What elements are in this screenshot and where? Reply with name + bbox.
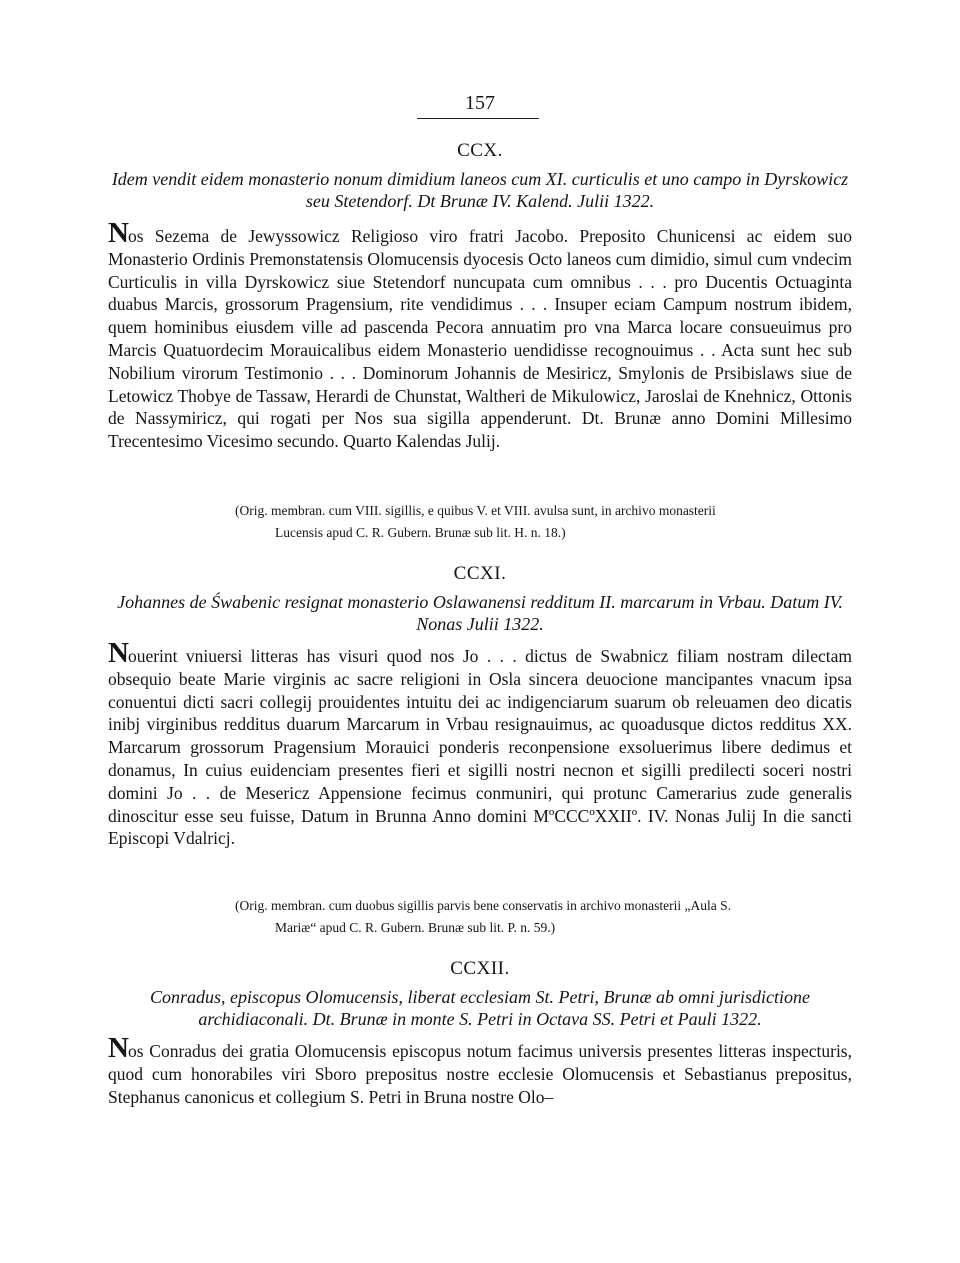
document-text-body: ouerint vniuersi litteras has visuri quod nos Jo . . . dictus de Swabnicz filiam nostram dilectam obsequio beate Marie virginis ac sacre religioni in Osla sincera deuocione mancipantes vnacum ipsa conuentui dicti sacri collegij prouidentes intuitu dei ac indigenciarum suarum ob releuamen deo dicatis inibj virginibus redditus duarum Marcarum in Vrbau resignauimus, ac quoadusque dictos redditus XX. Marcarum grossorum Pragensium Morauici ponderis reconpensione exsoluerimus libere dedimus et donamus, In cuius euidenciam presentes fieri et sigilli nostri necnon et sigilli predilecti soceri nostri domini Jo . . de Mesericz Appensione fecimus conmuniri, qui protunc Camerarius zude generalis dinoscitur esse seu fuisse, Datum in Brunna Anno domini MºCCCºXXIIº. IV. Nonas Julij In die sancti Episcopi Vdalricj. bbox=[108, 646, 852, 849]
document-heading-ccxii: CCXII. bbox=[450, 958, 510, 979]
initial-letter: N bbox=[108, 217, 128, 249]
initial-letter: N bbox=[108, 1032, 128, 1064]
document-summary-ccxi: Johannes de Śwabenic resignat monasterio Oslawanensi redditum II. marcarum in Vrbau. Datum IV. Nonas Julii 1322. bbox=[117, 592, 843, 634]
document-text-ccxii bbox=[108, 1032, 852, 1108]
document-text-ccx bbox=[108, 217, 852, 453]
document-text-body: os Conradus dei gratia Olomucensis episcopus notum facimus universis presentes litteras inspecturis, quod cum honorabiles viri Sboro prepositus nostre ecclesie Olomucensis et Sebastianus prepositus, Stephanus canonicus et collegium S. Petri in Bruna nostre Olo– bbox=[108, 1041, 852, 1107]
source-note-ccx bbox=[235, 500, 851, 544]
initial-letter: N bbox=[108, 637, 128, 669]
source-note-line: Lucensis apud C. R. Gubern. Brunæ sub lit. H. n. 18.) bbox=[275, 525, 566, 540]
document-heading-ccxi: CCXI. bbox=[453, 563, 507, 584]
document-summary-ccx: Idem vendit eidem monasterio nonum dimidium laneos cum XI. curticulis et uno campo in Dyrskowicz seu Stetendorf. Dt Brunæ IV. Kalend. Julii 1322. bbox=[111, 169, 849, 211]
page-number: 157 bbox=[465, 92, 495, 114]
source-note-line: Mariæ“ apud C. R. Gubern. Brunæ sub lit. P. n. 59.) bbox=[275, 920, 556, 935]
page-number-rule bbox=[417, 118, 539, 119]
document-text-ccxi bbox=[108, 637, 852, 850]
source-note-line: (Orig. membran. cum VIII. sigillis, e quibus V. et VIII. avulsa sunt, in archivo monasterii bbox=[235, 503, 716, 518]
document-text-body: os Sezema de Jewyssowicz Religioso viro fratri Jacobo. Preposito Chunicensi ac eidem suo Monasterio Ordinis Premonstatensis Olomucensis dyocesis Octo laneos cum dimidio, simul cum vndecim Curticulis in villa Dyrskowicz siue Stetendorf nuncupata cum omnibus . . . pro Ducentis Octuaginta duabus Marcis, grossorum Pragensium, rite vendidimus . . . Insuper eciam Campum nostrum ibidem, quem hominibus eiusdem ville ad pascenda Pecora annuatim pro vna Marca locare consueuimus pro Marcis Quatuordecim Morauicalibus eidem Monasterio uendidisse recognouimus . . Acta sunt hec sub Nobilium virorum Testimonio . . . Dominorum Johannis de Mesiricz, Smylonis de Prsibislaws siue de Letowicz Thobye de Tassaw, Herardi de Chunstat, Waltheri de Mikulowicz, Jaroslai de Knehnicz, Ottonis de Nassymiricz, qui rogati per Nos sua sigilla appenderunt. Dt. Brunæ anno Domini Millesimo Trecentesimo Vicesimo secundo. Quarto Kalendas Julij. bbox=[108, 226, 852, 452]
source-note-line: (Orig. membran. cum duobus sigillis parvis bene conservatis in archivo monasterii „Aula S. bbox=[235, 898, 732, 913]
document-heading-ccx: CCX. bbox=[457, 140, 503, 161]
source-note-ccxi bbox=[235, 895, 851, 939]
document-summary-ccxii: Conradus, episcopus Olomucensis, liberat ecclesiam St. Petri, Brunæ ab omni jurisdictione archidiaconali. Dt. Brunæ in monte S. Petri in Octava SS. Petri et Pauli 1322. bbox=[150, 987, 810, 1029]
